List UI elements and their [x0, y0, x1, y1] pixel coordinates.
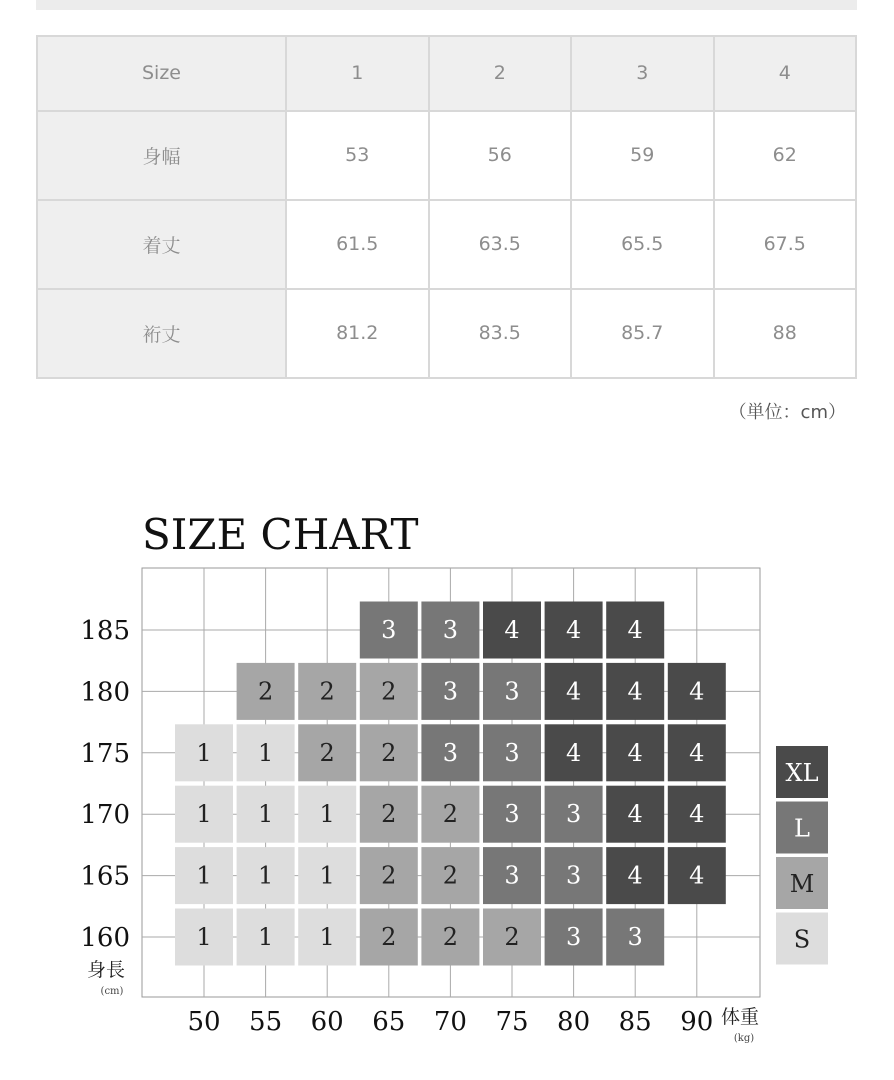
size-cell-label: 2 [442, 861, 459, 890]
size-cell-label: 4 [565, 738, 582, 767]
chart-legend [776, 746, 828, 965]
top-divider-bar [36, 0, 857, 10]
size-cell-label: 3 [504, 738, 520, 767]
y-tick-label: 180 [80, 677, 130, 708]
size-cell-label: 4 [627, 861, 643, 890]
size-cell-label: 1 [319, 923, 335, 951]
table-cell: 56 [429, 111, 572, 200]
size-cell-label: 4 [689, 738, 705, 767]
header-cell: 4 [714, 36, 857, 111]
size-cell-label: 2 [257, 677, 274, 706]
size-cell-label: 3 [504, 861, 520, 890]
legend-label: L [794, 814, 810, 843]
table-row [37, 200, 856, 289]
size-cell-label: 4 [627, 616, 643, 644]
y-tick-label: 170 [80, 800, 130, 831]
x-tick-label: 85 [618, 1007, 652, 1037]
header-cell: 2 [429, 36, 572, 111]
size-chart [0, 495, 894, 1055]
header-cell: Size [37, 36, 286, 111]
size-cell-label: 2 [381, 800, 397, 829]
size-cell-label: 2 [381, 738, 397, 767]
x-tick-label: 65 [372, 1007, 406, 1037]
table-cell: 67.5 [714, 200, 857, 289]
size-cell-label: 4 [627, 800, 643, 829]
x-tick-label: 90 [680, 1007, 714, 1037]
x-tick-label: 60 [310, 1007, 344, 1037]
x-tick-label: 50 [187, 1007, 221, 1037]
size-cell-label: 2 [381, 861, 397, 890]
table-cell: 53 [286, 111, 429, 200]
size-cell-label: 4 [504, 616, 520, 644]
table-header-row [37, 36, 856, 111]
x-tick-label: 70 [433, 1007, 467, 1037]
size-cell-label: 1 [257, 861, 274, 890]
row-label: 裄丈 [37, 289, 286, 378]
table-cell: 65.5 [571, 200, 714, 289]
size-cell-label: 3 [627, 923, 643, 951]
y-tick-label: 160 [80, 923, 130, 953]
size-cell-label: 1 [319, 861, 335, 890]
y-axis-unit: (cm) [100, 986, 124, 997]
size-cell-label: 2 [381, 923, 397, 951]
y-tick-label: 165 [80, 861, 130, 892]
size-cell-label: 4 [627, 677, 643, 706]
size-cell-label: 3 [442, 616, 459, 644]
size-cell-label: 4 [627, 738, 643, 767]
size-cell-label: 2 [442, 800, 459, 829]
table-cell: 59 [571, 111, 714, 200]
size-cell-label: 1 [196, 923, 212, 951]
size-cell-label: 4 [565, 677, 582, 706]
x-axis-label: 体重 [720, 1006, 760, 1028]
size-cell-label: 1 [319, 800, 335, 829]
table-cell: 63.5 [429, 200, 572, 289]
size-cell-label: 2 [381, 677, 397, 706]
size-cell-label: 4 [689, 861, 705, 890]
legend-label: M [789, 870, 815, 898]
size-spec-table [36, 35, 857, 379]
table-row [37, 111, 856, 200]
unit-note: （単位：cm） [728, 402, 846, 423]
size-cell-label: 3 [565, 923, 582, 951]
y-axis-label: 身長 [86, 959, 126, 981]
size-cell-label: 2 [319, 677, 335, 706]
chart-title: SIZE CHART [142, 510, 419, 559]
y-tick-label: 175 [80, 738, 130, 769]
x-tick-label: 55 [249, 1007, 283, 1037]
table-cell: 83.5 [429, 289, 572, 378]
size-cell-label: 1 [196, 861, 212, 890]
table-cell: 85.7 [571, 289, 714, 378]
table-row [37, 289, 856, 378]
size-cell-label: 1 [257, 800, 274, 829]
x-tick-label: 80 [557, 1007, 591, 1037]
size-cell-label: 3 [381, 616, 397, 644]
x-axis-unit: (kg) [733, 1033, 755, 1044]
table-cell: 62 [714, 111, 857, 200]
size-cell-label: 3 [442, 738, 459, 767]
y-tick-label: 185 [80, 616, 130, 646]
size-cell-label: 3 [504, 800, 520, 829]
table-cell: 88 [714, 289, 857, 378]
size-cell-label: 1 [257, 738, 274, 767]
table-cell: 81.2 [286, 289, 429, 378]
size-cell-label: 4 [689, 800, 705, 829]
row-label: 身幅 [37, 111, 286, 200]
size-cell-label: 4 [689, 677, 705, 706]
header-cell: 3 [571, 36, 714, 111]
row-label: 着丈 [37, 200, 286, 289]
size-cell-label: 1 [196, 800, 212, 829]
size-cell-label: 3 [442, 677, 459, 706]
header-cell: 1 [286, 36, 429, 111]
size-cell-label: 2 [319, 738, 335, 767]
x-tick-label: 75 [495, 1007, 529, 1037]
size-cell-label: 1 [257, 923, 274, 951]
table-cell: 61.5 [286, 200, 429, 289]
legend-label: XL [785, 759, 819, 787]
size-cell-label: 3 [565, 861, 582, 890]
size-cell-label: 2 [504, 923, 520, 951]
size-cell-label: 1 [196, 738, 212, 767]
size-cell-label: 2 [442, 923, 459, 951]
size-cell-label: 3 [504, 677, 520, 706]
size-cell-label: 4 [565, 616, 582, 644]
legend-label: S [793, 925, 811, 954]
size-cell-label: 3 [565, 800, 582, 829]
